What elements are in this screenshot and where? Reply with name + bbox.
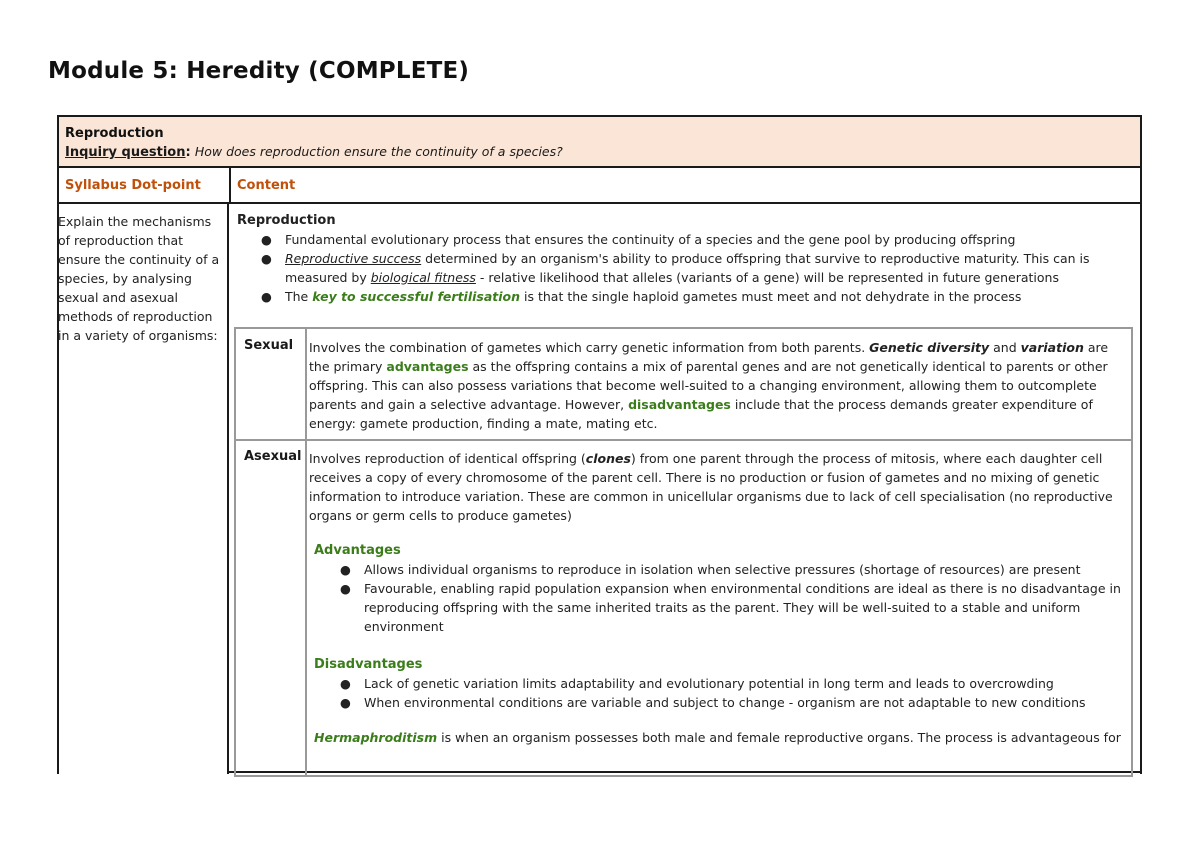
intro-bullets — [237, 230, 1117, 306]
asexual-description — [309, 449, 1124, 747]
bullet-icon: ● — [261, 232, 272, 247]
inquiry-label: Inquiry question — [65, 145, 186, 160]
bullet-icon: ● — [340, 676, 351, 691]
column-header-syllabus: Syllabus Dot-point — [65, 178, 201, 193]
bullet-icon: ● — [340, 581, 351, 596]
inquiry-question: Inquiry question: How does reproduction ensure the continuity of a species? — [65, 144, 563, 160]
notes-table — [57, 115, 1142, 193]
list-item: ● Lack of genetic variation limits adaptability and evolutionary potential in long term and leads to overcrowding — [340, 676, 1054, 691]
table-border-right — [1140, 204, 1142, 774]
content-intro — [237, 211, 1117, 306]
advantages-heading: Advantages — [314, 543, 401, 558]
column-headers — [57, 168, 1142, 204]
asexual-intro: Involves reproduction of identical offspring (clones) from one parent through the process of mitosis, where each daughter cell receives a copy of every chromosome of the parent cell. There is no production or fusion of gametes and no mixing of genetic information to introduce variation. These are common in unicellular organisms due to lack of cell specialisation (no reproductive organs or germ cells to produce gametes) — [309, 451, 1113, 523]
disadvantages-list — [309, 674, 1124, 712]
table-border-middle — [227, 204, 229, 774]
page-title: Module 5: Heredity (COMPLETE) — [48, 58, 470, 84]
column-divider — [229, 168, 231, 202]
bullet-icon: ● — [340, 562, 351, 577]
list-item: ● The key to successful fertilisation is that the single haploid gametes must meet and not dehydrate in the process — [261, 289, 1022, 304]
bullet-icon: ● — [340, 695, 351, 710]
list-item: ● When environmental conditions are variable and subject to change - organism are not adaptable to new conditions — [340, 695, 1086, 710]
column-header-content: Content — [237, 178, 296, 193]
syllabus-dot-point: Explain the mechanisms of reproduction that ensure the continuity of a species, by analysing sexual and asexual methods of reproduction in a variety of organisms: — [58, 214, 220, 343]
asexual-label: Asexual — [244, 449, 302, 464]
row-divider — [234, 439, 1133, 441]
list-item: ● Favourable, enabling rapid population expansion when environmental conditions are ideal as there is no disadvantage in reproducing offspring with the same inherited traits as the parent. They will be well-suited to a stable and uniform environment — [340, 581, 1121, 634]
sexual-label: Sexual — [244, 338, 294, 353]
section-header — [57, 115, 1142, 168]
disadvantages-heading: Disadvantages — [314, 657, 423, 672]
inquiry-text: How does reproduction ensure the continuity of a species? — [194, 144, 563, 159]
content-heading: Reproduction — [237, 213, 336, 228]
label-column-divider — [305, 327, 307, 777]
list-item: ● Fundamental evolutionary process that ensures the continuity of a species and the gene pool by producing offspring — [261, 232, 1016, 247]
bullet-icon: ● — [261, 251, 272, 266]
list-item: ● Allows individual organisms to reproduce in isolation when selective pressures (shortage of resources) are present — [340, 562, 1081, 577]
advantages-list — [309, 560, 1124, 636]
section-title: Reproduction — [65, 126, 164, 141]
bullet-icon: ● — [261, 289, 272, 304]
list-item: ● Reproductive success determined by an organism's ability to produce offspring that survive to reproductive maturity. This can is measured by biological fitness - relative likelihood that alleles (variants of a gene) will be represented in future generations — [261, 251, 1090, 285]
sexual-description: Involves the combination of gametes which carry genetic information from both parents. Genetic diversity and variation are the primary advantages as the offspring contains a mix of parental genes and are not genetically identical to parents or other offspring. This can also possess variations that become well-suited to a changing environment, allowing them to outcomplete parents and gain a selective advantage. However, disadvantages include that the process demands greater expenditure of energy: gamete production, finding a mate, mating etc. — [309, 340, 1109, 431]
hermaphroditism-text: Hermaphroditism is when an organism possesses both male and female reproductive organs. The process is advantageous for — [314, 730, 1121, 745]
